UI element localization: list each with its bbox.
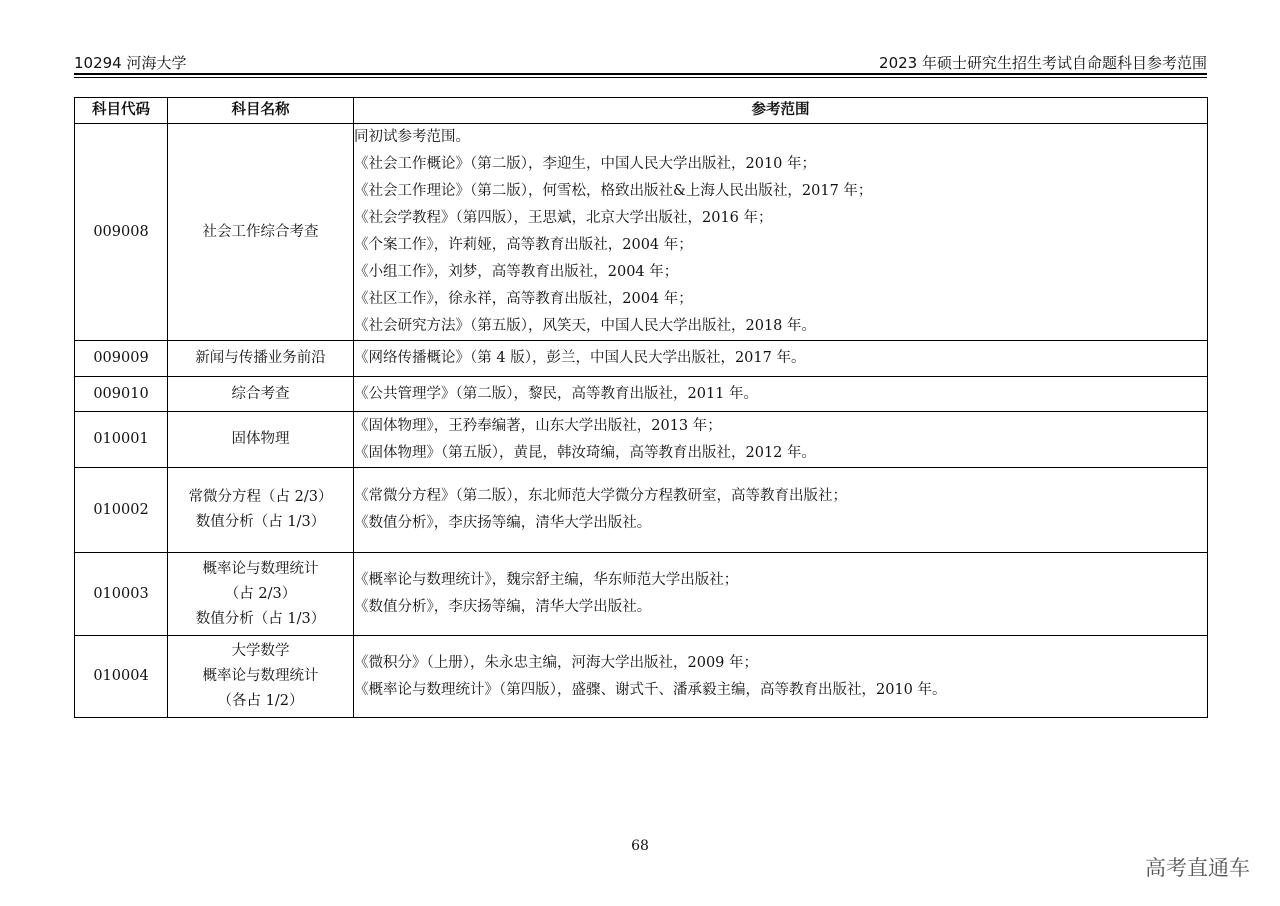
reference-item: 《固体物理》（第五版），黄昆，韩汝琦编，高等教育出版社，2012 年。 [354,444,817,461]
table-row [75,636,1208,718]
subject-name [168,553,354,636]
subject-code: 009009 [75,341,168,377]
table-row [75,468,1208,553]
subject-code: 010001 [75,412,168,468]
table-row [75,412,1208,468]
table-row [75,124,1208,341]
reference-item: 《公共管理学》（第二版），黎民，高等教育出版社，2011 年。 [354,385,759,402]
reference-list [354,341,1208,377]
reference-item: 《概率论与数理统计》，魏宗舒主编，华东师范大学出版社； [354,572,739,588]
subject-name-line: （占 2/3） [224,585,297,602]
reference-list [354,636,1208,718]
table-row [75,553,1208,636]
reference-item: 《个案工作》，许莉娅，高等教育出版社，2004 年； [354,237,693,253]
page-number: 68 [631,838,649,854]
page-header [74,50,1207,72]
reference-list [354,553,1208,636]
reference-item: 《常微分方程》（第二版），东北师范大学微分方程教研室，高等教育出版社； [354,488,847,504]
subject-name-line: 常微分方程（占 2/3） [188,489,333,505]
subject-name [168,377,354,412]
reference-item: 《社会工作概论》（第二版），李迎生，中国人民大学出版社，2010 年； [354,156,817,172]
subject-name [168,341,354,377]
column-header-refs: 参考范围 [354,98,1208,124]
subject-code: 010002 [75,468,168,553]
subject-name-line: 概率论与数理统计 [202,560,319,577]
reference-list [354,124,1208,341]
table-row [75,377,1208,412]
subject-code: 009010 [75,377,168,412]
reference-item: 《社会工作理论》（第二版），何雪松，格致出版社&上海人民出版社，2017 年； [354,183,873,199]
subject-name-line: 数值分析（占 1/3） [195,610,326,627]
reference-list [354,468,1208,553]
subject-name [168,124,354,341]
reference-list [354,412,1208,468]
subject-name-line: 大学数学 [231,643,290,659]
subject-name-line: （各占 1/2） [217,693,304,709]
subject-name-line: 固体物理 [231,431,290,447]
reference-item: 《概率论与数理统计》（第四版），盛骤、谢式千、潘承毅主编，高等教育出版社，2010 年。 [354,681,947,698]
subject-name [168,636,354,718]
subject-name-line: 社会工作综合考查 [202,223,319,240]
subject-name-line: 数值分析（占 1/3） [195,514,326,530]
reference-item: 《社区工作》，徐永祥，高等教育出版社，2004 年； [354,291,693,307]
subject-name-line: 综合考查 [231,385,290,402]
reference-item: 《数值分析》，李庆扬等编，清华大学出版社。 [354,599,652,615]
reference-item: 同初试参考范围。 [354,129,470,145]
subject-name-line: 概率论与数理统计 [202,668,319,684]
reference-item: 《数值分析》，李庆扬等编，清华大学出版社。 [354,515,652,531]
reference-item: 《微积分》（上册），朱永忠主编，河海大学出版社，2009 年； [354,654,759,671]
watermark: 高考直通车 [1145,856,1250,880]
reference-item: 《社会学教程》（第四版），王思斌，北京大学出版社，2016 年； [354,210,773,226]
header-rule-thick [74,73,1207,75]
subject-code: 010003 [75,553,168,636]
column-header-code: 科目代码 [75,98,168,124]
column-header-name: 科目名称 [168,98,354,124]
reference-item: 《社会研究方法》（第五版），风笑天，中国人民大学出版社，2018 年。 [354,318,817,334]
table-header-row [75,98,1208,124]
header-university: 10294 河海大学 [74,54,187,72]
subject-reference-table [74,97,1208,718]
header-rule-thin [74,77,1207,78]
reference-item: 《小组工作》，刘梦，高等教育出版社，2004 年； [354,264,679,280]
subject-name [168,468,354,553]
subject-code: 009008 [75,124,168,341]
reference-list [354,377,1208,412]
reference-item: 《固体物理》，王矜奉编著，山东大学出版社，2013 年； [354,417,722,434]
subject-name [168,412,354,468]
subject-name-line: 新闻与传播业务前沿 [195,350,326,366]
header-document-title: 2023 年硕士研究生招生考试自命题科目参考范围 [879,54,1207,72]
reference-item: 《网络传播概论》（第 4 版），彭兰，中国人民大学出版社，2017 年。 [354,350,806,366]
subject-code: 010004 [75,636,168,718]
table-row [75,341,1208,377]
